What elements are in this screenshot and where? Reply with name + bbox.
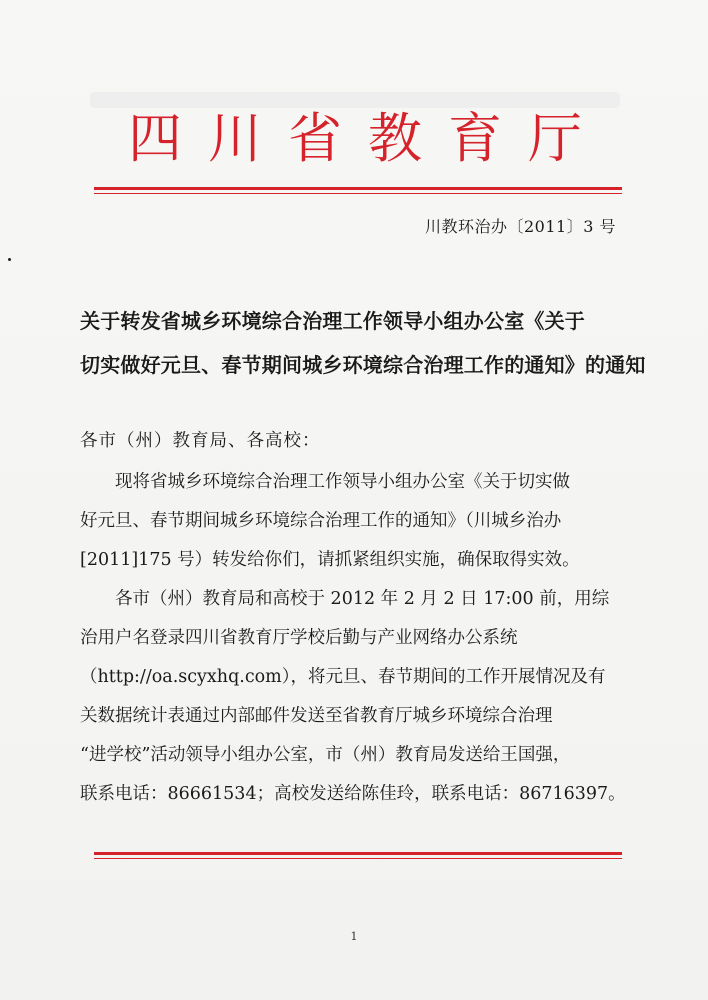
footer-rule-thin xyxy=(94,858,622,859)
salutation: 各市（州）教育局、各高校： xyxy=(80,431,321,451)
show-through-mark xyxy=(90,92,620,108)
red-rule-thin xyxy=(94,193,622,194)
paragraph-2-line-6: 联系电话：86661534；高校发送给陈佳玲，联系电话：86716397。 xyxy=(80,784,626,804)
paragraph-2-line-5: “进学校”活动领导小组办公室，市（州）教育局发送给王国强， xyxy=(80,745,571,765)
letterhead-red-rule xyxy=(94,187,622,194)
footer-red-rule xyxy=(94,852,622,859)
paragraph-2-line-1: 各市（州）教育局和高校于 2012 年 2 月 2 日 17:00 前，用综 xyxy=(115,589,610,609)
paragraph-2 xyxy=(80,580,640,814)
paragraph-2-line-2: 治用户名登录四川省教育厅学校后勤与产业网络办公系统 xyxy=(80,628,518,648)
paragraph-1-line-3: [2011]175 号）转发给你们，请抓紧组织实施，确保取得实效。 xyxy=(80,550,580,570)
scan-speck xyxy=(8,258,11,261)
paragraph-2-line-3: （http://oa.scyxhq.com），将元旦、春节期间的工作开展情况及有 xyxy=(80,667,606,687)
paragraph-1 xyxy=(80,463,640,580)
document-title xyxy=(80,299,646,387)
paragraph-1-line-1: 现将省城乡环境综合治理工作领导小组办公室《关于切实做 xyxy=(115,472,570,492)
paragraph-1-line-2: 好元旦、春节期间城乡环境综合治理工作的通知》（川城乡治办 xyxy=(80,511,562,531)
letterhead-title: 四川省教育厅 xyxy=(128,107,608,170)
title-line-2: 切实做好元旦、春节期间城乡环境综合治理工作的通知》的通知 xyxy=(80,353,646,377)
footer-rule-thick xyxy=(94,852,622,855)
document-number: 川教环治办〔2011〕3 号 xyxy=(425,217,616,236)
red-rule-thick xyxy=(94,187,622,190)
paragraph-2-line-4: 关数据统计表通过内部邮件发送至省教育厅城乡环境综合治理 xyxy=(80,706,553,726)
title-line-1: 关于转发省城乡环境综合治理工作领导小组办公室《关于 xyxy=(80,309,585,333)
page-number: 1 xyxy=(350,930,358,943)
